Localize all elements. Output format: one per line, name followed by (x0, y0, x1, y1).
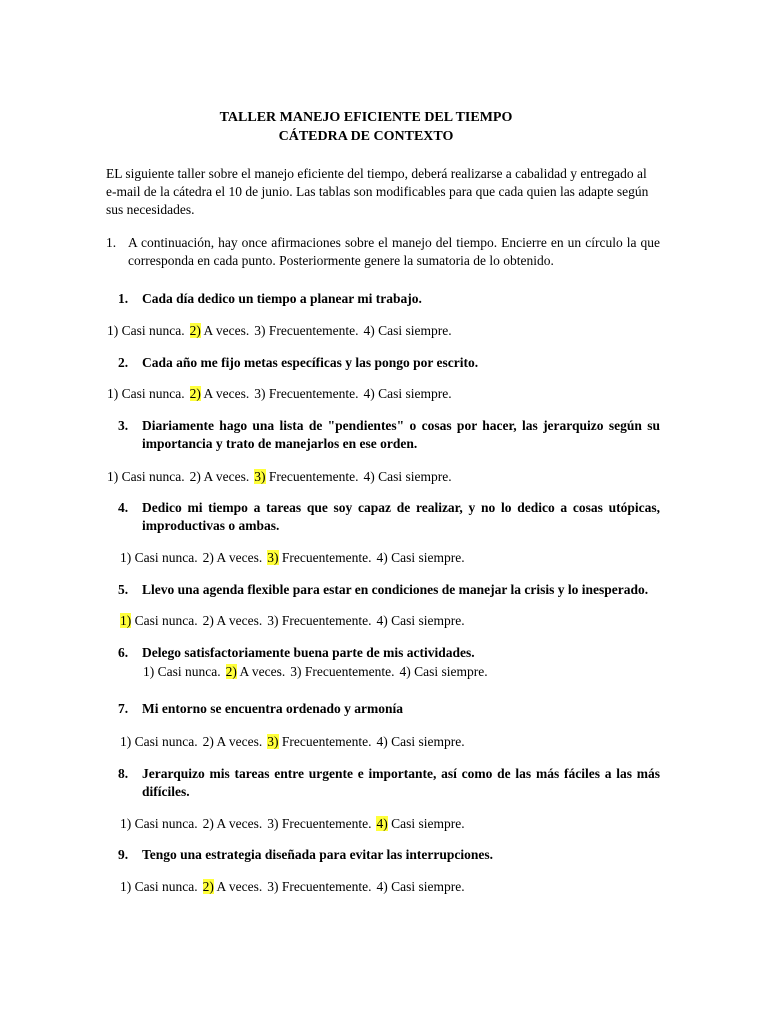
selected-option-highlight: 3) (267, 550, 279, 565)
option-number: 1) (107, 386, 119, 401)
answer-option[interactable] (120, 613, 198, 628)
option-label: Casi nunca. (131, 550, 198, 565)
answer-option[interactable] (120, 550, 198, 565)
question-number: 8. (118, 766, 129, 781)
answer-option[interactable] (203, 734, 263, 749)
answer-option[interactable] (107, 469, 185, 484)
answer-option[interactable] (376, 879, 464, 894)
question-2 (118, 354, 660, 372)
option-label: Casi siempre. (387, 613, 465, 628)
document-subtitle: CÁTEDRA DE CONTEXTO (278, 129, 454, 144)
question-number: 6. (118, 645, 129, 660)
option-label: A veces. (200, 386, 250, 401)
option-number: 1) (107, 469, 119, 484)
question-text: Mi entorno se encuentra ordenado y armonía (142, 701, 403, 716)
option-label: Frecuentemente. (278, 734, 372, 749)
answer-option[interactable] (190, 323, 250, 338)
answer-option[interactable] (120, 879, 198, 894)
answer-option[interactable] (190, 469, 250, 484)
answer-option[interactable] (267, 734, 371, 749)
question-text: Delego satisfactoriamente buena parte de mis actividades. (142, 645, 475, 660)
selected-option-highlight: 3) (267, 734, 279, 749)
option-number: 4) (363, 386, 375, 401)
option-label: A veces. (236, 664, 286, 679)
question-text: Cada día dedico un tiempo a planear mi trabajo. (142, 291, 422, 306)
answer-option[interactable] (120, 816, 198, 831)
answer-option[interactable] (376, 816, 464, 831)
question-number: 1. (118, 291, 129, 306)
option-number: 4) (376, 613, 388, 628)
option-number: 4) (376, 550, 388, 565)
answer-option[interactable] (267, 879, 371, 894)
option-label: Frecuentemente. (265, 386, 359, 401)
option-label: Casi nunca. (131, 816, 198, 831)
answer-option[interactable] (363, 469, 451, 484)
instruction-text: A continuación, hay once afirmaciones sobre el manejo del tiempo. Encierre en un círculo la que corresponda en cada punto. Posteriormente genere la sumatoria de lo obtenido. (128, 235, 660, 268)
answer-options-7 (120, 733, 470, 751)
option-label: Casi nunca. (131, 879, 198, 894)
answer-options-9 (120, 878, 470, 896)
answer-option[interactable] (267, 613, 371, 628)
option-number: 3) (267, 816, 279, 831)
option-label: Frecuentemente. (265, 469, 359, 484)
answer-options-6 (143, 663, 493, 681)
option-label: Casi siempre. (374, 323, 452, 338)
option-number: 4) (376, 734, 388, 749)
option-label: A veces. (213, 816, 263, 831)
answer-options-3 (107, 468, 457, 486)
answer-option[interactable] (267, 816, 371, 831)
option-number: 1) (120, 550, 132, 565)
option-label: Frecuentemente. (265, 323, 359, 338)
instruction-paragraph (106, 234, 660, 270)
question-1 (118, 290, 660, 308)
answer-option[interactable] (120, 734, 198, 749)
option-label: Frecuentemente. (301, 664, 395, 679)
question-text: Jerarquizo mis tareas entre urgente e importante, así como de las más fáciles a las más difíciles. (142, 766, 660, 799)
question-number: 9. (118, 847, 129, 862)
option-number: 2) (202, 613, 214, 628)
answer-option[interactable] (107, 386, 185, 401)
option-number: 4) (363, 469, 375, 484)
option-label: Casi siempre. (374, 386, 452, 401)
option-label: Casi nunca. (118, 386, 185, 401)
option-number: 3) (254, 386, 266, 401)
question-text: Diariamente hago una lista de "pendientes" o cosas por hacer, las jerarquizo según su importancia y trato de manejarlos en ese orden. (142, 418, 660, 451)
option-number: 1) (120, 879, 132, 894)
question-text: Cada año me fijo metas específicas y las pongo por escrito. (142, 355, 479, 370)
selected-option-highlight: 4) (376, 816, 388, 831)
option-label: Frecuentemente. (278, 550, 372, 565)
answer-option[interactable] (254, 386, 358, 401)
option-label: Frecuentemente. (278, 816, 372, 831)
option-label: Casi siempre. (387, 550, 465, 565)
option-label: A veces. (213, 734, 263, 749)
option-number: 1) (120, 734, 132, 749)
option-number: 3) (267, 613, 279, 628)
answer-option[interactable] (363, 386, 451, 401)
selected-option-highlight: 1) (120, 613, 132, 628)
answer-option[interactable] (107, 323, 185, 338)
answer-option[interactable] (376, 613, 464, 628)
answer-option[interactable] (203, 550, 263, 565)
option-label: Casi nunca. (118, 469, 185, 484)
option-number: 3) (254, 323, 266, 338)
answer-option[interactable] (254, 323, 358, 338)
question-number: 2. (118, 355, 129, 370)
option-label: Casi siempre. (410, 664, 488, 679)
option-label: A veces. (200, 469, 250, 484)
answer-option[interactable] (203, 879, 263, 894)
question-4 (118, 499, 660, 535)
answer-options-4 (120, 549, 470, 567)
answer-option[interactable] (376, 550, 464, 565)
option-number: 4) (363, 323, 375, 338)
question-text: Dedico mi tiempo a tareas que soy capaz de realizar, y no lo dedico a cosas utópicas, improductivas o ambas. (142, 500, 660, 533)
answer-options-2 (107, 385, 457, 403)
option-label: Frecuentemente. (278, 879, 372, 894)
question-5 (118, 581, 660, 599)
option-number: 2) (202, 550, 214, 565)
question-number: 4. (118, 500, 129, 515)
option-label: Casi siempre. (387, 879, 465, 894)
option-label: Casi nunca. (118, 323, 185, 338)
selected-option-highlight: 2) (225, 664, 237, 679)
answer-option[interactable] (376, 734, 464, 749)
selected-option-highlight: 2) (189, 323, 201, 338)
answer-option[interactable] (363, 323, 451, 338)
option-label: Casi nunca. (154, 664, 221, 679)
option-label: Casi nunca. (131, 613, 198, 628)
selected-option-highlight: 3) (254, 469, 266, 484)
intro-paragraph: EL siguiente taller sobre el manejo eficiente del tiempo, deberá realizarse a cabalidad y entregado al e-mail de la cátedra el 10 de junio. Las tablas son modificables para que cada quien las adapte según sus necesidades. (106, 166, 649, 217)
option-label: Casi siempre. (387, 816, 465, 831)
option-label: Casi siempre. (387, 734, 465, 749)
question-3 (118, 417, 660, 453)
option-label: A veces. (213, 613, 263, 628)
answer-option[interactable] (203, 816, 263, 831)
option-number: 4) (376, 879, 388, 894)
option-label: A veces. (200, 323, 250, 338)
question-number: 5. (118, 582, 129, 597)
answer-option[interactable] (203, 613, 263, 628)
answer-option[interactable] (226, 664, 286, 679)
question-6 (118, 644, 660, 662)
option-number: 3) (267, 879, 279, 894)
question-7 (118, 700, 660, 718)
option-label: A veces. (213, 550, 263, 565)
option-number: 1) (143, 664, 155, 679)
option-number: 2) (202, 816, 214, 831)
answer-options-5 (120, 612, 470, 630)
answer-option[interactable] (254, 469, 358, 484)
answer-option[interactable] (143, 664, 221, 679)
question-number: 3. (118, 418, 129, 433)
question-9 (118, 846, 660, 864)
answer-options-1 (107, 322, 457, 340)
option-number: 1) (107, 323, 119, 338)
answer-option[interactable] (290, 664, 394, 679)
option-label: Casi nunca. (131, 734, 198, 749)
option-label: A veces. (213, 879, 263, 894)
question-text: Tengo una estrategia diseñada para evitar las interrupciones. (142, 847, 494, 862)
option-number: 1) (120, 816, 132, 831)
document-title: TALLER MANEJO EFICIENTE DEL TIEMPO (219, 110, 513, 125)
question-number: 7. (118, 701, 129, 716)
selected-option-highlight: 2) (202, 879, 214, 894)
answer-option[interactable] (399, 664, 487, 679)
option-label: Frecuentemente. (278, 613, 372, 628)
answer-option[interactable] (267, 550, 371, 565)
question-text: Llevo una agenda flexible para estar en condiciones de manejar la crisis y lo inesperado. (142, 582, 649, 597)
option-number: 2) (189, 469, 201, 484)
answer-option[interactable] (190, 386, 250, 401)
option-label: Casi siempre. (374, 469, 452, 484)
option-number: 3) (290, 664, 302, 679)
answer-options-8 (120, 815, 470, 833)
question-8 (118, 765, 660, 801)
option-number: 2) (202, 734, 214, 749)
selected-option-highlight: 2) (189, 386, 201, 401)
option-number: 4) (399, 664, 411, 679)
instruction-number: 1. (106, 235, 117, 250)
